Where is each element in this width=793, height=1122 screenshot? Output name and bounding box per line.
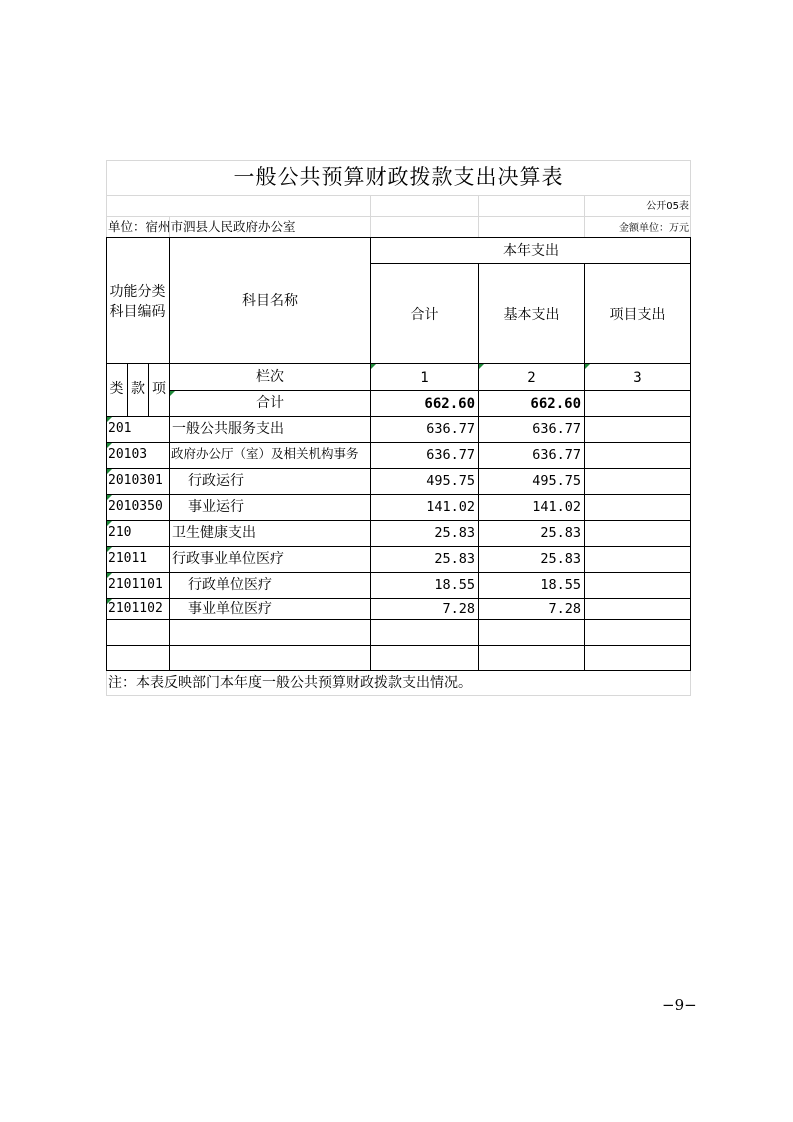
page-number: −9− xyxy=(662,996,697,1014)
cell-marker xyxy=(170,391,175,396)
table-border xyxy=(106,670,691,671)
table-row xyxy=(106,442,691,468)
grid-line xyxy=(106,670,107,696)
amount-unit: 金额单位：万元 xyxy=(619,223,689,234)
func-class-header xyxy=(106,282,169,322)
row-code: 201 xyxy=(108,421,132,436)
project-header: 项目支出 xyxy=(609,307,666,323)
row-total: 18.55 xyxy=(434,577,475,593)
row-code: 2010301 xyxy=(108,473,163,488)
grid-line xyxy=(584,195,585,237)
subject-name-header: 科目名称 xyxy=(242,293,298,309)
cell-marker xyxy=(585,364,590,369)
col-number-1: 1 xyxy=(420,370,429,386)
grid-line xyxy=(106,216,691,217)
table-row xyxy=(106,520,691,546)
table-border xyxy=(371,263,691,264)
cell-marker xyxy=(107,547,112,552)
cell-marker xyxy=(107,495,112,500)
row-name: 行政事业单位医疗 xyxy=(172,551,284,567)
unit-label: 单位：宿州市泗县人民政府办公室 xyxy=(108,219,296,234)
cell-marker xyxy=(479,364,484,369)
grid-line xyxy=(106,195,691,196)
col-number-3: 3 xyxy=(633,370,642,386)
col-number-2: 2 xyxy=(527,370,536,386)
row-name: 卫生健康支出 xyxy=(172,525,256,541)
cell-marker xyxy=(107,469,112,474)
total-row-total: 662.60 xyxy=(424,396,475,412)
row-basic: 636.77 xyxy=(532,421,581,437)
table-row xyxy=(106,572,691,598)
row-total: 495.75 xyxy=(426,473,475,489)
table-row xyxy=(106,598,691,619)
row-name: 行政单位医疗 xyxy=(188,577,272,593)
lei-header: 类 xyxy=(109,381,124,397)
cell-marker xyxy=(107,443,112,448)
func-class-line2: 科目编码 xyxy=(109,304,166,320)
row-code: 210 xyxy=(108,525,132,540)
kuan-header: 款 xyxy=(131,381,145,397)
row-total: 636.77 xyxy=(426,421,475,437)
row-name: 政府办公厅（室）及相关机构事务 xyxy=(171,446,359,461)
budget-table xyxy=(106,160,691,696)
row-code: 21011 xyxy=(108,551,148,566)
cell-marker xyxy=(107,599,112,604)
row-basic: 25.83 xyxy=(540,525,581,541)
table-title: 一般公共预算财政拨款支出决算表 xyxy=(233,165,564,189)
basic-header: 基本支出 xyxy=(503,307,560,323)
total-header: 合计 xyxy=(410,307,439,323)
total-row-label: 合计 xyxy=(256,395,284,411)
table-border xyxy=(106,237,691,238)
row-total: 25.83 xyxy=(434,525,475,541)
row-code: 2010350 xyxy=(108,499,163,514)
xiang-header: 项 xyxy=(152,381,166,397)
row-total: 25.83 xyxy=(434,551,475,567)
grid-line xyxy=(370,195,371,237)
cell-marker xyxy=(371,364,376,369)
grid-line xyxy=(106,160,691,161)
row-code: 2101101 xyxy=(108,577,163,592)
row-code: 20103 xyxy=(108,447,148,462)
row-basic: 636.77 xyxy=(532,447,581,463)
row-total: 7.28 xyxy=(442,601,475,617)
row-name: 事业运行 xyxy=(188,499,244,515)
row-basic: 18.55 xyxy=(540,577,581,593)
form-code: 公开05表 xyxy=(646,201,689,212)
table-border xyxy=(106,363,691,364)
func-class-line1: 功能分类 xyxy=(109,284,166,300)
table-row xyxy=(106,546,691,572)
cell-marker xyxy=(107,521,112,526)
table-border xyxy=(106,619,691,620)
table-row xyxy=(106,468,691,494)
cell-marker xyxy=(107,417,112,422)
row-name: 一般公共服务支出 xyxy=(172,421,284,437)
row-basic: 495.75 xyxy=(532,473,581,489)
lanci-label: 栏次 xyxy=(256,369,284,385)
row-basic: 141.02 xyxy=(532,499,581,515)
cell-marker xyxy=(107,573,112,578)
row-total: 636.77 xyxy=(426,447,475,463)
total-row-basic: 662.60 xyxy=(530,396,581,412)
table-row xyxy=(106,494,691,520)
current-year-header: 本年支出 xyxy=(503,243,559,259)
table-border xyxy=(169,390,691,391)
table-note: 注：本表反映部门本年度一般公共预算财政拨款支出情况。 xyxy=(108,675,472,691)
grid-line xyxy=(478,195,479,237)
row-name: 行政运行 xyxy=(188,473,244,489)
row-code: 2101102 xyxy=(108,601,163,616)
grid-line xyxy=(106,695,691,696)
grid-line xyxy=(690,670,691,696)
row-basic: 25.83 xyxy=(540,551,581,567)
table-row xyxy=(106,416,691,442)
row-total: 141.02 xyxy=(426,499,475,515)
row-basic: 7.28 xyxy=(548,601,581,617)
table-border xyxy=(106,645,691,646)
row-name: 事业单位医疗 xyxy=(188,601,272,617)
